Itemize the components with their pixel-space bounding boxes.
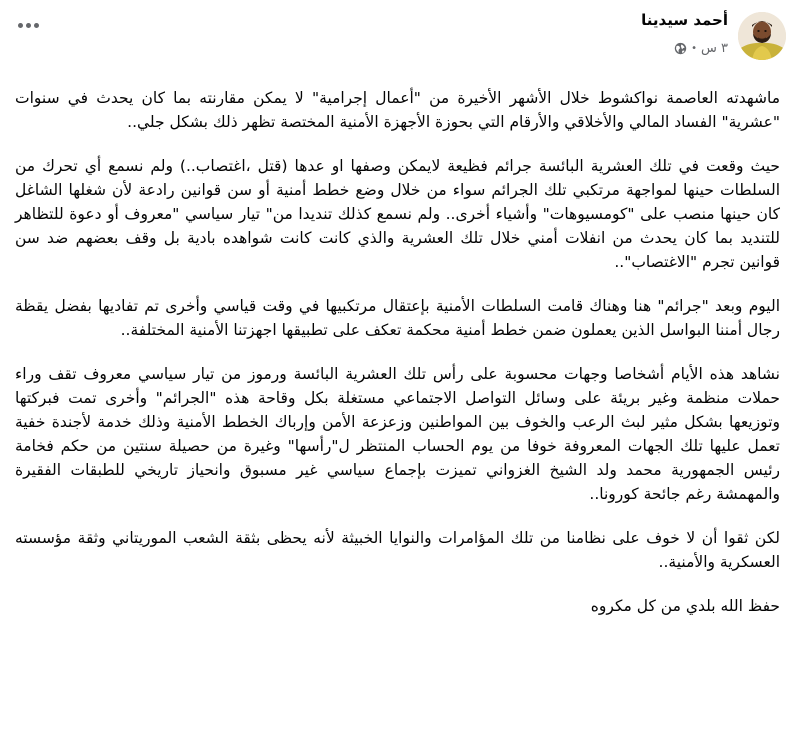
post-paragraph: نشاهد هذه الأيام أشخاصا وجهات محسوبة على رأس تلك العشرية البائسة ورموز من تيار سياسي معروف تقف وراء حملات منظمة وغير بريئة على وسائل التواصل الاجتماعي مستغلة بكل وقاحة هذه "الجرائم" وأخرى تمت فبركتها وتوزيعها بشكل مثير لبث الرعب والخوف بين المواطنين وزعزعة الأمن وإرباك الخطط الأمنية وذلك خدمة لأجندة خفية تعمل عليها تلك الجهات المعروفة خوفا من يوم الحساب المنتظر ل"رأسها" وغيرة من حصيلة سنتين من حكم فخامة رئيس الجمهورية محمد ولد الشيخ الغزواني تميزت بإجماع سياسي غير مسبوق وانحياز تاريخي للطبقات الفقيرة والمهمشة رغم جائحة كورونا.. xyxy=(15,365,780,503)
meta-separator: • xyxy=(691,43,697,54)
post-time[interactable]: ٣ س xyxy=(701,41,728,56)
avatar-image xyxy=(738,12,786,60)
post-meta xyxy=(674,41,728,56)
post-header xyxy=(0,0,800,80)
post-paragraph: ماشهدته العاصمة نواكشوط خلال الأشهر الأخيرة من "أعمال إجرامية" لا يمكن مقارنته بما كان يحدث في سنوات "عشرية" الفساد المالي والأخلاقي والأرقام التي بحوزة الأجهزة الأمنية المختصة تظهر ذلك بشكل جلي.. xyxy=(15,89,780,131)
more-options-icon[interactable] xyxy=(14,14,42,36)
post-paragraph: اليوم وبعد "جرائم" هنا وهناك قامت السلطات الأمنية بإعتقال مرتكبيها في وقت قياسي وأخرى تم تفاديها بفضل يقظة رجال أمننا البواسل الذين يعملون ضمن خطط أمنية محكمة تعكف على تطبيقها اجهزتنا الأمنية المختلفة.. xyxy=(15,297,780,339)
post-content xyxy=(15,86,780,638)
post-paragraph: لكن ثقوا أن لا خوف على نظامنا من تلك المؤامرات والنوايا الخبيثة لأنه يحظى بثقة الشعب الموريتاني وثقة مؤسسته العسكرية والأمنية.. xyxy=(15,529,780,571)
post-paragraph: حيث وقعت في تلك العشرية البائسة جرائم فظيعة لايمكن وصفها او عدها (قتل ،اغتصاب..) ولم نسمع أي تحرك من السلطات حينها لمواجهة مرتكبي تلك الجرائم سواء من خلال وضع خطط أمنية أو سن قوانين رادعة لأن شغلها الشاغل كان حينها منصب على "كومسيوهات" وأشياء أخرى.. ولم نسمع كذلك تنديدا من" تيار سياسي "معروف أو دعوة للتظاهر للتنديد بما كان يحدث من انفلات أمني خلال تلك العشرية والذي كانت كانت شواهده بادية بل وقف بعضهم ضد سن قوانين تجرم "الاغتصاب".. xyxy=(15,157,780,271)
author-name[interactable]: أحمد سيدينا xyxy=(641,11,728,29)
globe-icon[interactable] xyxy=(674,42,687,55)
post-paragraph: حفظ الله بلدي من كل مكروه xyxy=(590,597,780,615)
avatar[interactable] xyxy=(738,12,786,60)
